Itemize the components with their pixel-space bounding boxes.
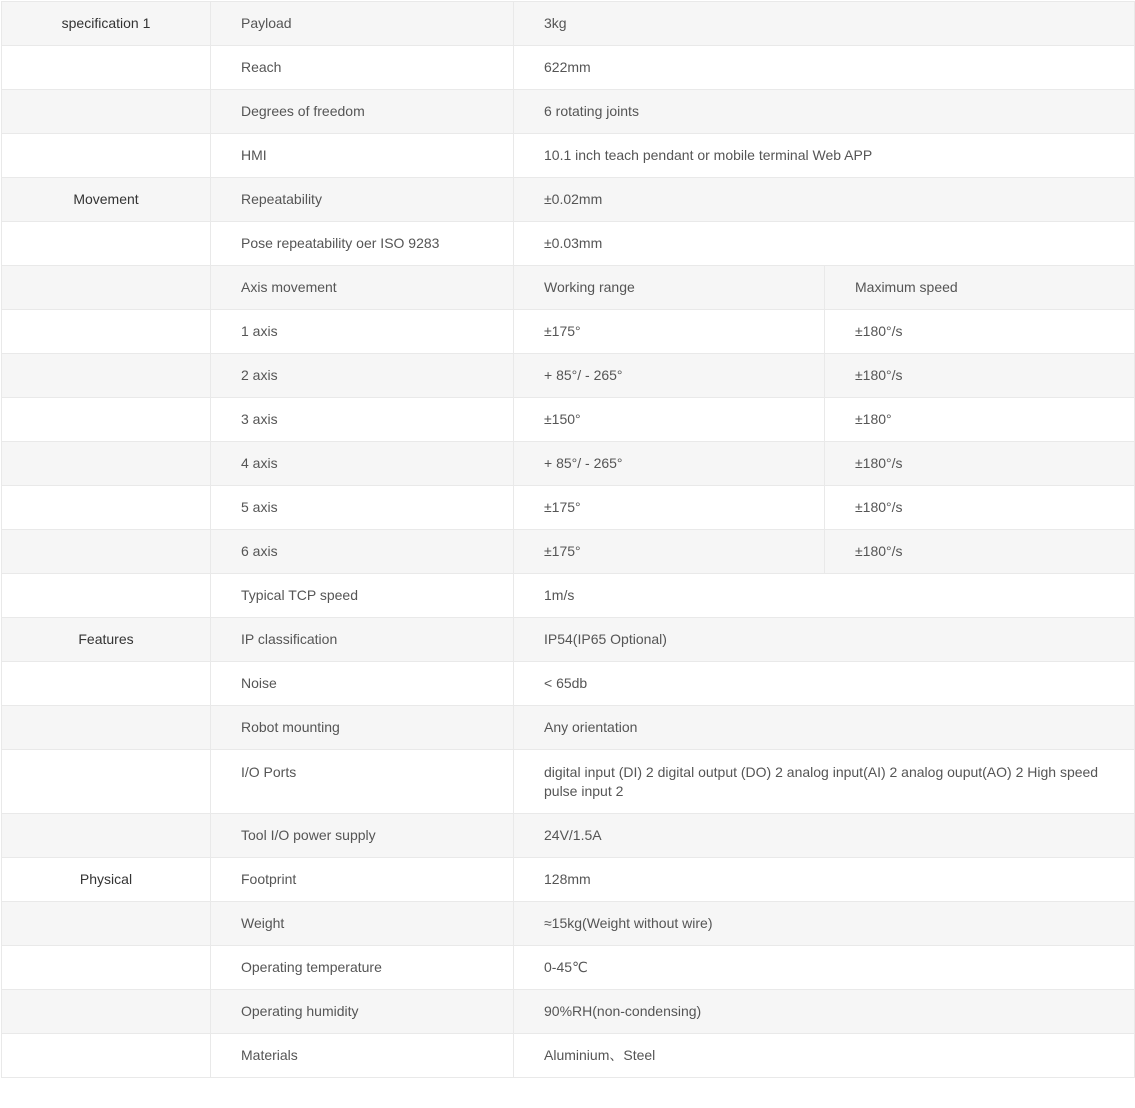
- table-row: [2, 354, 1135, 398]
- maximum-speed-cell: ±180°/s: [825, 354, 1135, 398]
- value-cell: digital input (DI) 2 digital output (DO) 2 analog input(AI) 2 analog ouput(AO) 2 High speed pulse input 2: [514, 750, 1135, 814]
- value-cell: Aluminium、Steel: [514, 1034, 1135, 1078]
- category-cell: [2, 1034, 211, 1078]
- label-cell: Operating humidity: [211, 990, 514, 1034]
- category-cell: [2, 946, 211, 990]
- table-row: [2, 310, 1135, 354]
- label-cell: HMI: [211, 134, 514, 178]
- table-row: [2, 574, 1135, 618]
- value-cell: Any orientation: [514, 706, 1135, 750]
- category-cell: [2, 354, 211, 398]
- working-range-cell: ±150°: [514, 398, 825, 442]
- maximum-speed-cell: ±180°: [825, 398, 1135, 442]
- table-row: [2, 178, 1135, 222]
- category-cell: [2, 662, 211, 706]
- maximum-speed-cell: ±180°/s: [825, 486, 1135, 530]
- table-row: [2, 90, 1135, 134]
- label-cell: Weight: [211, 902, 514, 946]
- table-row: [2, 222, 1135, 266]
- label-cell: Tool I/O power supply: [211, 814, 514, 858]
- value-cell: 24V/1.5A: [514, 814, 1135, 858]
- table-row: [2, 858, 1135, 902]
- category-cell: [2, 814, 211, 858]
- category-cell: [2, 486, 211, 530]
- maximum-speed-header: Maximum speed: [825, 266, 1135, 310]
- category-cell: Physical: [2, 858, 211, 902]
- table-row: [2, 2, 1135, 46]
- table-row: [2, 266, 1135, 310]
- label-cell: Pose repeatability oer ISO 9283: [211, 222, 514, 266]
- label-cell: Robot mounting: [211, 706, 514, 750]
- label-cell: Noise: [211, 662, 514, 706]
- label-cell: Operating temperature: [211, 946, 514, 990]
- table-row: [2, 46, 1135, 90]
- category-cell: [2, 902, 211, 946]
- value-cell: ±0.03mm: [514, 222, 1135, 266]
- working-range-cell: ±175°: [514, 530, 825, 574]
- value-cell: < 65db: [514, 662, 1135, 706]
- label-cell: 1 axis: [211, 310, 514, 354]
- value-cell: IP54(IP65 Optional): [514, 618, 1135, 662]
- category-cell: [2, 750, 211, 814]
- category-cell: specification 1: [2, 2, 211, 46]
- label-cell: 3 axis: [211, 398, 514, 442]
- label-cell: 6 axis: [211, 530, 514, 574]
- maximum-speed-cell: ±180°/s: [825, 310, 1135, 354]
- table-row: [2, 706, 1135, 750]
- label-cell: Degrees of freedom: [211, 90, 514, 134]
- maximum-speed-cell: ±180°/s: [825, 530, 1135, 574]
- label-cell: 4 axis: [211, 442, 514, 486]
- value-cell: ≈15kg(Weight without wire): [514, 902, 1135, 946]
- table-row: [2, 530, 1135, 574]
- label-cell: Axis movement: [211, 266, 514, 310]
- label-cell: Materials: [211, 1034, 514, 1078]
- label-cell: IP classification: [211, 618, 514, 662]
- category-cell: [2, 442, 211, 486]
- working-range-cell: ±175°: [514, 486, 825, 530]
- category-cell: [2, 90, 211, 134]
- category-cell: [2, 530, 211, 574]
- category-cell: [2, 990, 211, 1034]
- value-cell: ±0.02mm: [514, 178, 1135, 222]
- table-row: [2, 618, 1135, 662]
- table-row: [2, 134, 1135, 178]
- spec-table: [1, 1, 1135, 1078]
- category-cell: [2, 310, 211, 354]
- category-cell: [2, 574, 211, 618]
- table-row: [2, 814, 1135, 858]
- label-cell: 5 axis: [211, 486, 514, 530]
- value-cell: 90%RH(non-condensing): [514, 990, 1135, 1034]
- value-cell: 10.1 inch teach pendant or mobile terminal Web APP: [514, 134, 1135, 178]
- working-range-cell: + 85°/ - 265°: [514, 442, 825, 486]
- working-range-cell: + 85°/ - 265°: [514, 354, 825, 398]
- value-cell: 622mm: [514, 46, 1135, 90]
- label-cell: Reach: [211, 46, 514, 90]
- value-cell: 6 rotating joints: [514, 90, 1135, 134]
- label-cell: Payload: [211, 2, 514, 46]
- category-cell: Movement: [2, 178, 211, 222]
- category-cell: [2, 706, 211, 750]
- maximum-speed-cell: ±180°/s: [825, 442, 1135, 486]
- label-cell: Footprint: [211, 858, 514, 902]
- value-cell: 0-45℃: [514, 946, 1135, 990]
- value-cell: 1m/s: [514, 574, 1135, 618]
- table-row: [2, 486, 1135, 530]
- table-row: [2, 946, 1135, 990]
- working-range-cell: ±175°: [514, 310, 825, 354]
- label-cell: I/O Ports: [211, 750, 514, 814]
- table-row: [2, 662, 1135, 706]
- table-row: [2, 990, 1135, 1034]
- value-cell: 3kg: [514, 2, 1135, 46]
- table-row: [2, 398, 1135, 442]
- table-row: [2, 1034, 1135, 1078]
- value-cell: 128mm: [514, 858, 1135, 902]
- category-cell: [2, 398, 211, 442]
- working-range-header: Working range: [514, 266, 825, 310]
- table-row: [2, 750, 1135, 814]
- category-cell: [2, 266, 211, 310]
- label-cell: 2 axis: [211, 354, 514, 398]
- category-cell: [2, 134, 211, 178]
- category-cell: Features: [2, 618, 211, 662]
- category-cell: [2, 46, 211, 90]
- label-cell: Repeatability: [211, 178, 514, 222]
- table-row: [2, 442, 1135, 486]
- table-row: [2, 902, 1135, 946]
- category-cell: [2, 222, 211, 266]
- label-cell: Typical TCP speed: [211, 574, 514, 618]
